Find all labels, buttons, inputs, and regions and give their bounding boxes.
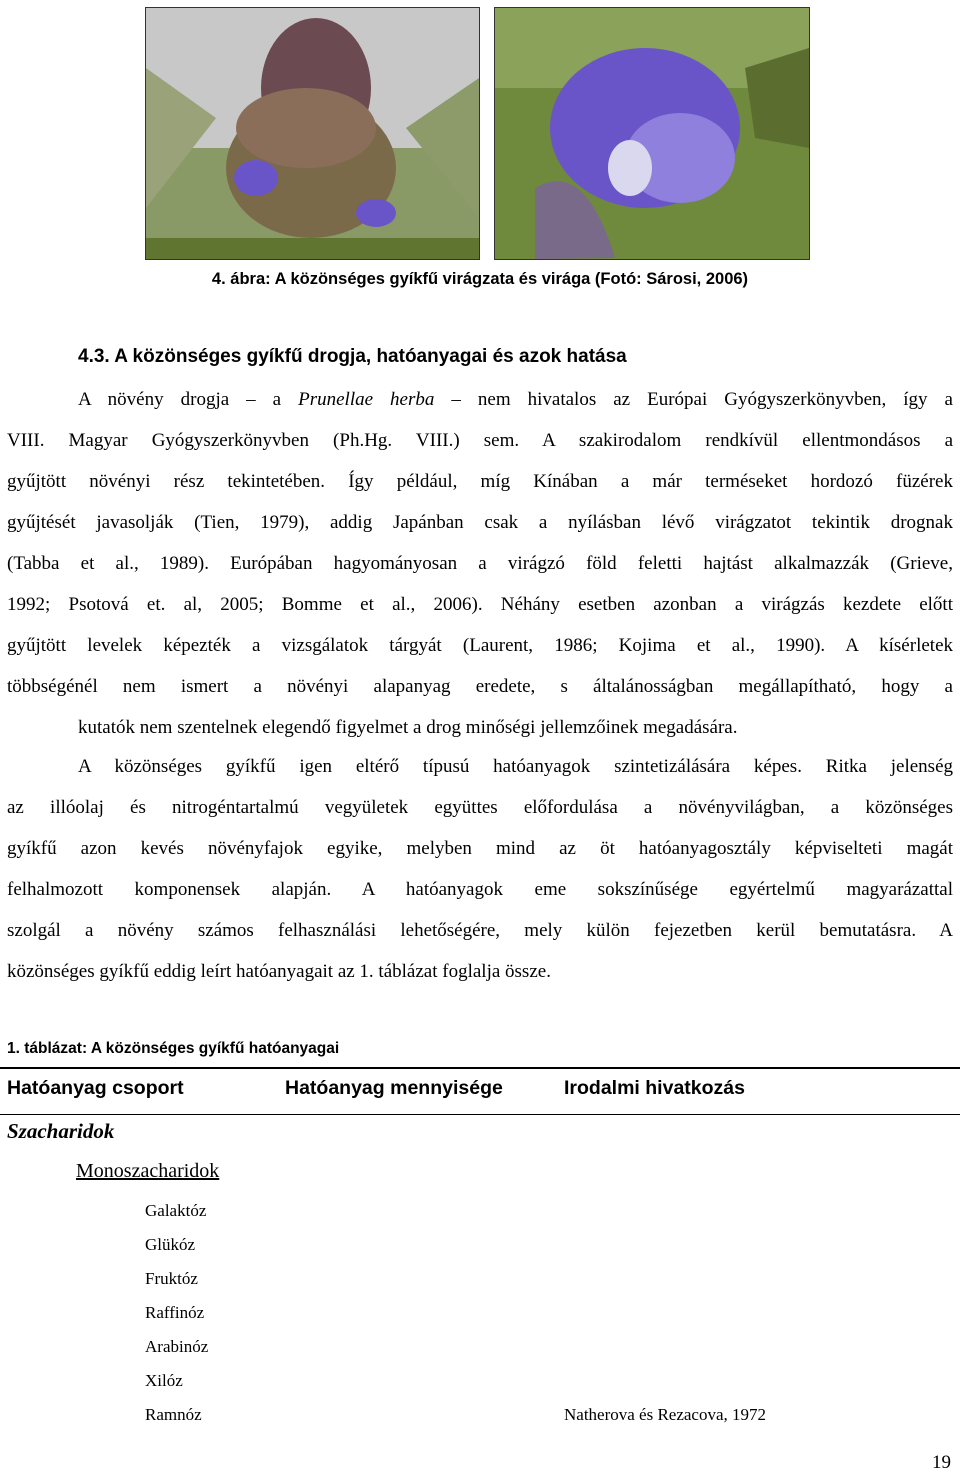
- table-header-reference: Irodalmi hivatkozás: [564, 1077, 745, 1099]
- latin-drug-name: Prunellae herba: [298, 389, 435, 410]
- table-item: Ramnóz: [145, 1405, 202, 1424]
- table-group-heading: Szacharidok: [7, 1119, 115, 1143]
- flower-photo: [494, 7, 810, 260]
- paragraph-line: gyűjtését javasolják (Tien, 1979), addig Japánban csak a nyílásban lévő virágzatot tekintik drognak: [7, 512, 953, 533]
- table-item: Galaktóz: [145, 1201, 207, 1220]
- paragraph-line: szolgál a növény számos felhasználási lehetőségére, mely külön fejezetben kerül bemutatásra. A: [7, 920, 953, 941]
- table-item: Fruktóz: [145, 1269, 198, 1288]
- page-number: 19: [932, 1452, 951, 1473]
- paragraph-line: (Tabba et al., 1989). Európában hagyományosan a virágzó föld feletti hajtást alkalmazzák (Grieve,: [7, 553, 953, 574]
- inflorescence-photo: [145, 7, 480, 260]
- paragraph-1: [7, 379, 953, 748]
- paragraph-line: kutatók nem szentelnek elegendő figyelmet a drog minőségi jellemzőinek megadására.: [78, 717, 738, 738]
- table-item: Xilóz: [145, 1371, 183, 1390]
- table-title: 1. táblázat: A közönséges gyíkfű hatóanyagai: [7, 1040, 340, 1057]
- paragraph-line: többségénél nem ismert a növényi alapanyag eredete, s általánosságban megállapítható, hogy a: [7, 676, 953, 697]
- table-item: Raffinóz: [145, 1303, 205, 1322]
- paragraph-line: gyűjtött levelek képezték a vizsgálatok tárgyát (Laurent, 1986; Kojima et al., 1990). A kísérletek: [7, 635, 953, 656]
- table-subgroup-heading: Monoszacharidok: [76, 1160, 220, 1182]
- paragraph-2: [7, 746, 953, 992]
- paragraph-line: az illóolaj és nitrogéntartalmú vegyületek együttes előfordulása a növényvilágban, a közönséges: [7, 797, 953, 818]
- paragraph-line: A közönséges gyíkfű igen eltérő típusú hatóanyagok szintetizálására képes. Ritka jelenség: [78, 756, 953, 777]
- table-item: Arabinóz: [145, 1337, 209, 1356]
- section-title: 4.3. A közönséges gyíkfű drogja, hatóanyagai és azok hatása: [78, 346, 627, 367]
- paragraph-line: gyíkfű azon kevés növényfajok egyike, melyben mind az öt hatóanyagosztály képviselteti magát: [7, 838, 953, 859]
- figure-caption: 4. ábra: A közönséges gyíkfű virágzata és virága (Fotó: Sárosi, 2006): [211, 270, 749, 288]
- paragraph-line: felhalmozott komponensek alapján. A hatóanyagok eme sokszínűsége egyértelmű magyarázattal: [7, 879, 953, 900]
- table-header-group: Hatóanyag csoport: [7, 1077, 184, 1099]
- paragraph-line: A növény drogja – a Prunellae herba – nem hivatalos az Európai Gyógyszerkönyvben, így a: [78, 389, 953, 410]
- table-header-amount: Hatóanyag mennyisége: [285, 1077, 503, 1099]
- paragraph-line: VIII. Magyar Gyógyszerkönyvben (Ph.Hg. VIII.) sem. A szakirodalom rendkívül ellentmondásos a: [7, 430, 953, 451]
- paragraph-line: gyűjtött növényi rész tekintetében. Így például, míg Kínában a már terméseket hordozó füzérek: [7, 471, 953, 492]
- table-item: Glükóz: [145, 1235, 196, 1254]
- table-top-rule: [0, 1067, 960, 1069]
- table-reference: Natherova és Rezacova, 1972: [564, 1405, 767, 1424]
- paragraph-line: közönséges gyíkfű eddig leírt hatóanyagait az 1. táblázat foglalja össze.: [7, 961, 551, 982]
- paragraph-line: 1992; Psotová et. al, 2005; Bomme et al., 2006). Néhány esetben azonban a virágzás kezdete előtt: [7, 594, 953, 615]
- table-header-rule: [0, 1114, 960, 1115]
